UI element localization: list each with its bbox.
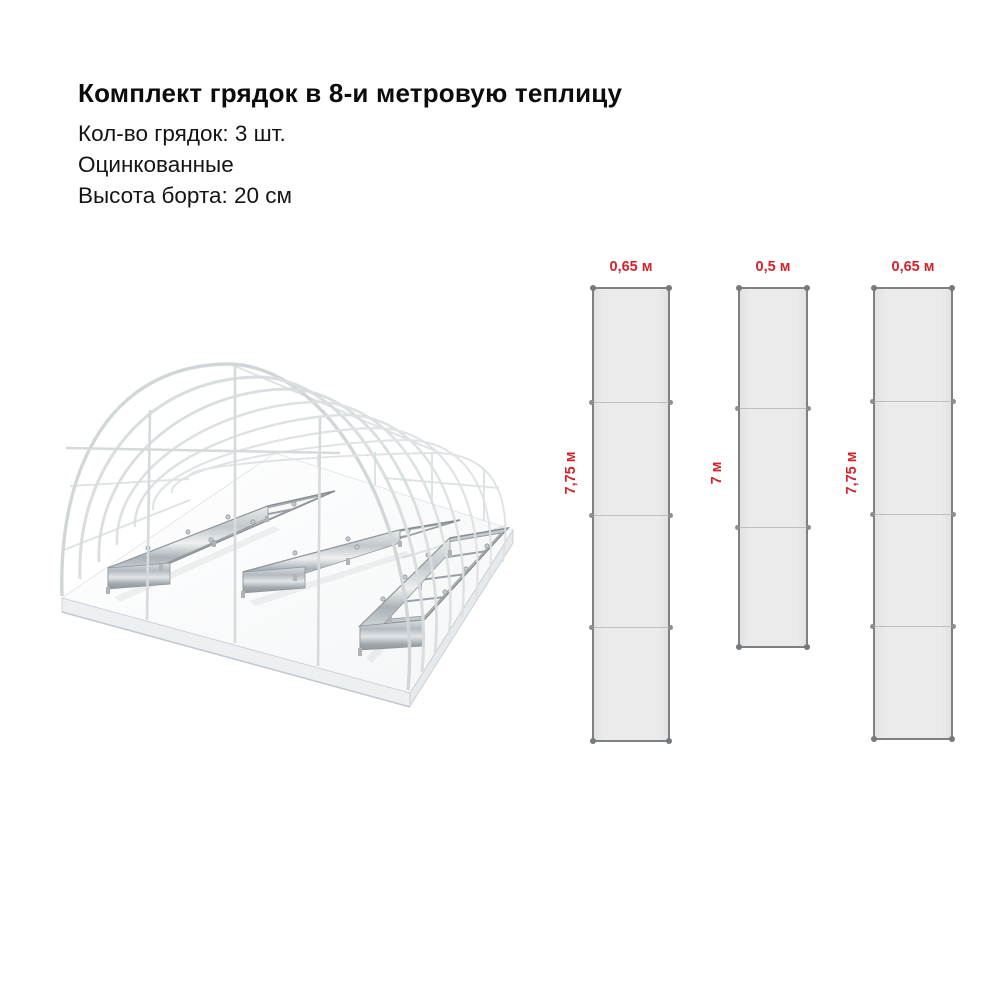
connector-dot — [871, 736, 877, 742]
bed1-width-label: 0,65 м — [609, 259, 653, 275]
connector-dot — [951, 512, 956, 517]
connector-dot — [736, 285, 742, 291]
bed2-outline — [738, 287, 808, 648]
bed-schematic-1 — [563, 259, 670, 742]
connector-dot — [806, 406, 811, 411]
connector-dot — [949, 285, 955, 291]
connector-dot — [590, 738, 596, 744]
page-title: Комплект грядок в 8-и метровую теплицу — [78, 78, 623, 108]
connector-dot — [871, 285, 877, 291]
connector-dot — [870, 624, 875, 629]
connector-dot — [870, 512, 875, 517]
connector-dot — [666, 738, 672, 744]
bed2-length-label: 7 м — [709, 461, 725, 485]
connector-dot — [666, 285, 672, 291]
bed1-outline — [592, 287, 670, 742]
bed-schematic-2 — [709, 259, 808, 648]
connector-dot — [804, 644, 810, 650]
bed1-section-divider — [594, 515, 668, 516]
connector-dot — [804, 285, 810, 291]
bed2-section-divider — [740, 527, 806, 528]
connector-dot — [668, 400, 673, 405]
connector-dot — [736, 644, 742, 650]
bed3-section-divider — [875, 514, 951, 515]
greenhouse-illustration — [50, 358, 520, 714]
spec-material: Оцинкованные — [78, 152, 234, 177]
connector-dot — [668, 513, 673, 518]
bed3-section-divider — [875, 626, 951, 627]
bed1-section-divider — [594, 402, 668, 403]
bed3-section-divider — [875, 401, 951, 402]
spec-quantity: Кол-во грядок: 3 шт. — [78, 121, 286, 146]
bed2-width-label: 0,5 м — [755, 259, 791, 275]
product-info — [78, 78, 778, 211]
connector-dot — [589, 513, 594, 518]
bed-schematic-3 — [844, 259, 953, 740]
bed1-length-label: 7,75 м — [563, 451, 579, 495]
connector-dot — [951, 624, 956, 629]
connector-dot — [589, 400, 594, 405]
connector-dot — [870, 399, 875, 404]
connector-dot — [951, 399, 956, 404]
connector-dot — [735, 525, 740, 530]
connector-dot — [668, 625, 673, 630]
greenhouse-3d-icon — [50, 358, 520, 714]
connector-dot — [806, 525, 811, 530]
bed3-outline — [873, 287, 953, 740]
connector-dot — [590, 285, 596, 291]
connector-dot — [589, 625, 594, 630]
spec-board-height: Высота борта: 20 см — [78, 183, 293, 208]
connector-dot — [735, 406, 740, 411]
bed3-width-label: 0,65 м — [891, 259, 935, 275]
bed1-section-divider — [594, 627, 668, 628]
bed2-section-divider — [740, 408, 806, 409]
connector-dot — [949, 736, 955, 742]
bed3-length-label: 7,75 м — [844, 451, 860, 495]
